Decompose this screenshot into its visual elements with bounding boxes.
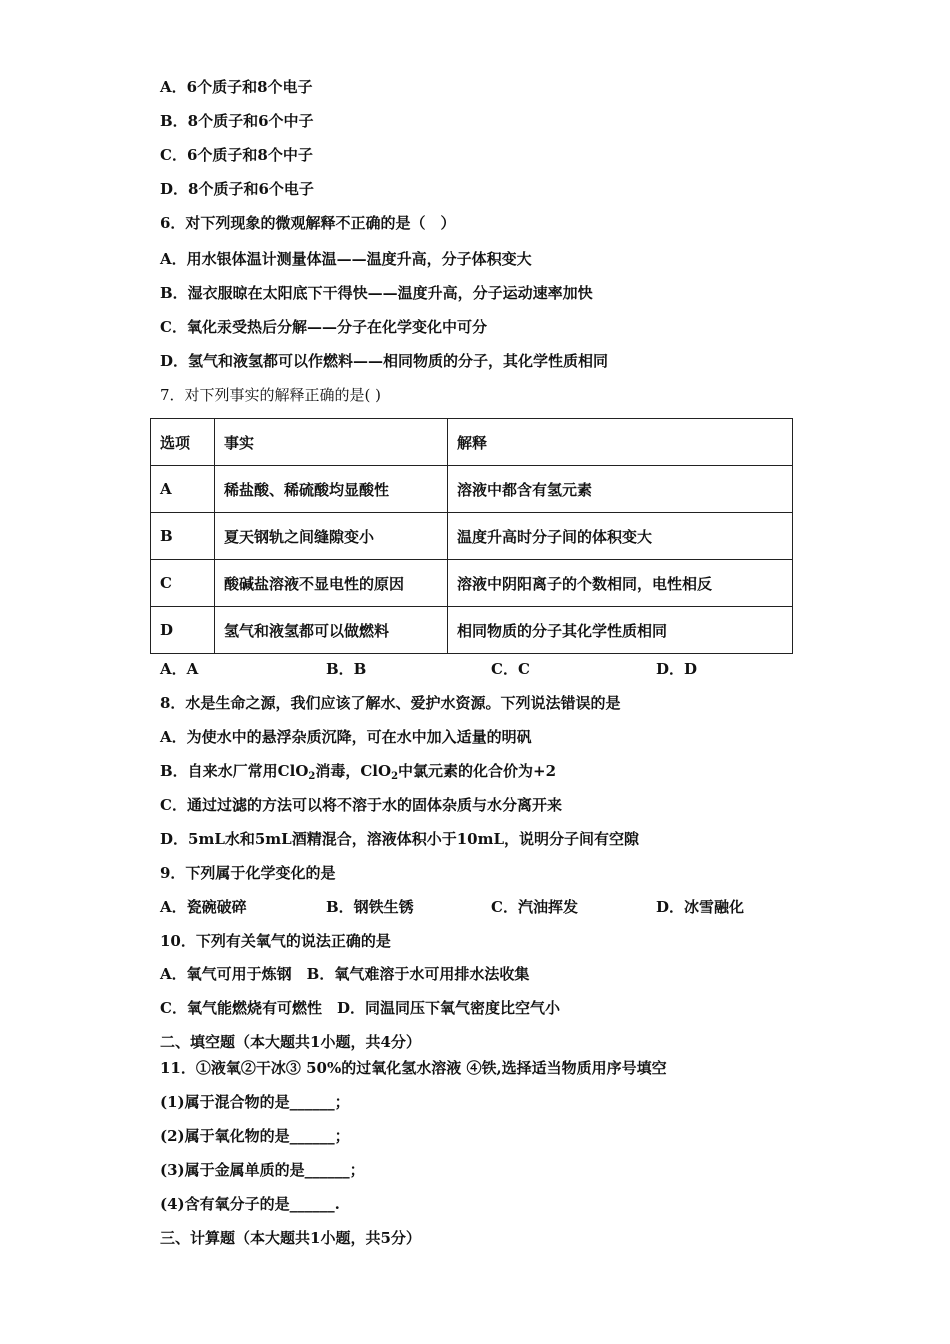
q10-stem: 10．下列有关氧气的说法正确的是 [160,932,391,950]
q7-option-c: C．C [491,660,530,678]
q8-option-b [160,761,556,781]
table-row [151,560,793,607]
q5-option-b: B．8个质子和6个中子 [160,112,314,130]
q8-option-b-post: 中氯元素的化合价为+2 [398,762,557,780]
q7-option-d: D．D [656,660,698,678]
q6-option-c: C．氧化汞受热后分解——分子在化学变化中可分 [160,318,487,336]
q9-option-a: A．瓷碗破碎 [160,898,247,916]
q8-option-a: A．为使水中的悬浮杂质沉降，可在水中加入适量的明矾 [160,728,532,746]
q11-blank-4: (4)含有氧分子的是______. [160,1195,340,1213]
q6-option-d: D．氢气和液氢都可以作燃料——相同物质的分子，其化学性质相同 [160,352,609,370]
q11-blank-2: (2)属于氧化物的是______； [160,1127,350,1145]
q11-blank-3: (3)属于金属单质的是______； [160,1161,365,1179]
section-3-title: 三、计算题（本大题共1小题，共5分） [160,1229,421,1247]
q7-stem: 7．对下列事实的解释正确的是( ) [160,386,382,404]
q5-option-a: A．6个质子和8个电子 [160,78,313,96]
table-cell: 溶液中阴阳离子的个数相同，电性相反 [448,560,793,607]
table-row [151,513,793,560]
q9-options [160,897,780,917]
q6-option-b: B．湿衣服晾在太阳底下干得快——温度升高，分子运动速率加快 [160,284,593,302]
q7-options [160,659,780,679]
q7-option-a: A．A [160,660,199,678]
table-header-cell: 选项 [151,419,215,466]
q6-option-a: A．用水银体温计测量体温——温度升高，分子体积变大 [160,250,532,268]
q8-stem: 8．水是生命之源，我们应该了解水、爱护水资源。下列说法错误的是 [160,694,621,712]
q8-option-b-sub1: 2 [308,771,316,782]
q7-table [150,418,793,654]
q6-stem: 6．对下列现象的微观解释不正确的是（ ） [160,214,456,232]
q7-option-b: B．B [326,660,367,678]
table-cell: C [151,560,215,607]
table-cell: 温度升高时分子间的体积变大 [448,513,793,560]
table-cell: D [151,607,215,654]
q11-stem: 11．①液氧②干冰③ 50%的过氧化氢水溶液 ④铁,选择适当物质用序号填空 [160,1059,667,1077]
q8-option-d: D．5mL水和5mL酒精混合，溶液体积小于10mL，说明分子间有空隙 [160,830,640,848]
table-cell: B [151,513,215,560]
q9-option-c: C．汽油挥发 [491,898,578,916]
table-cell: 夏天钢轨之间缝隙变小 [215,513,448,560]
table-cell: 酸碱盐溶液不显电性的原因 [215,560,448,607]
table-row [151,607,793,654]
table-cell: 稀盐酸、稀硫酸均显酸性 [215,466,448,513]
q10-options-line-1: A．氧气可用于炼钢 B．氧气难溶于水可用排水法收集 [160,965,530,983]
q9-option-d: D．冰雪融化 [656,898,745,916]
table-cell: A [151,466,215,513]
q8-option-b-pre: B．自来水厂常用ClO [160,762,309,780]
q5-option-d: D．8个质子和6个电子 [160,180,314,198]
table-cell: 溶液中都含有氢元素 [448,466,793,513]
q8-option-b-sub2: 2 [391,771,399,782]
q9-stem: 9．下列属于化学变化的是 [160,864,336,882]
table-row [151,466,793,513]
q8-option-b-mid: 消毒，ClO [315,762,392,780]
q8-option-c: C．通过过滤的方法可以将不溶于水的固体杂质与水分离开来 [160,796,562,814]
q9-option-b: B．钢铁生锈 [326,898,414,916]
q10-options-line-2: C．氧气能燃烧有可燃性 D．同温同压下氧气密度比空气小 [160,999,560,1017]
section-2-title: 二、填空题（本大题共1小题，共4分） [160,1033,421,1051]
table-header-cell: 解释 [448,419,793,466]
table-cell: 氢气和液氢都可以做燃料 [215,607,448,654]
table-cell: 相同物质的分子其化学性质相同 [448,607,793,654]
q5-option-c: C．6个质子和8个中子 [160,146,313,164]
table-header-row [151,419,793,466]
q11-blank-1: (1)属于混合物的是______； [160,1093,350,1111]
table-header-cell: 事实 [215,419,448,466]
